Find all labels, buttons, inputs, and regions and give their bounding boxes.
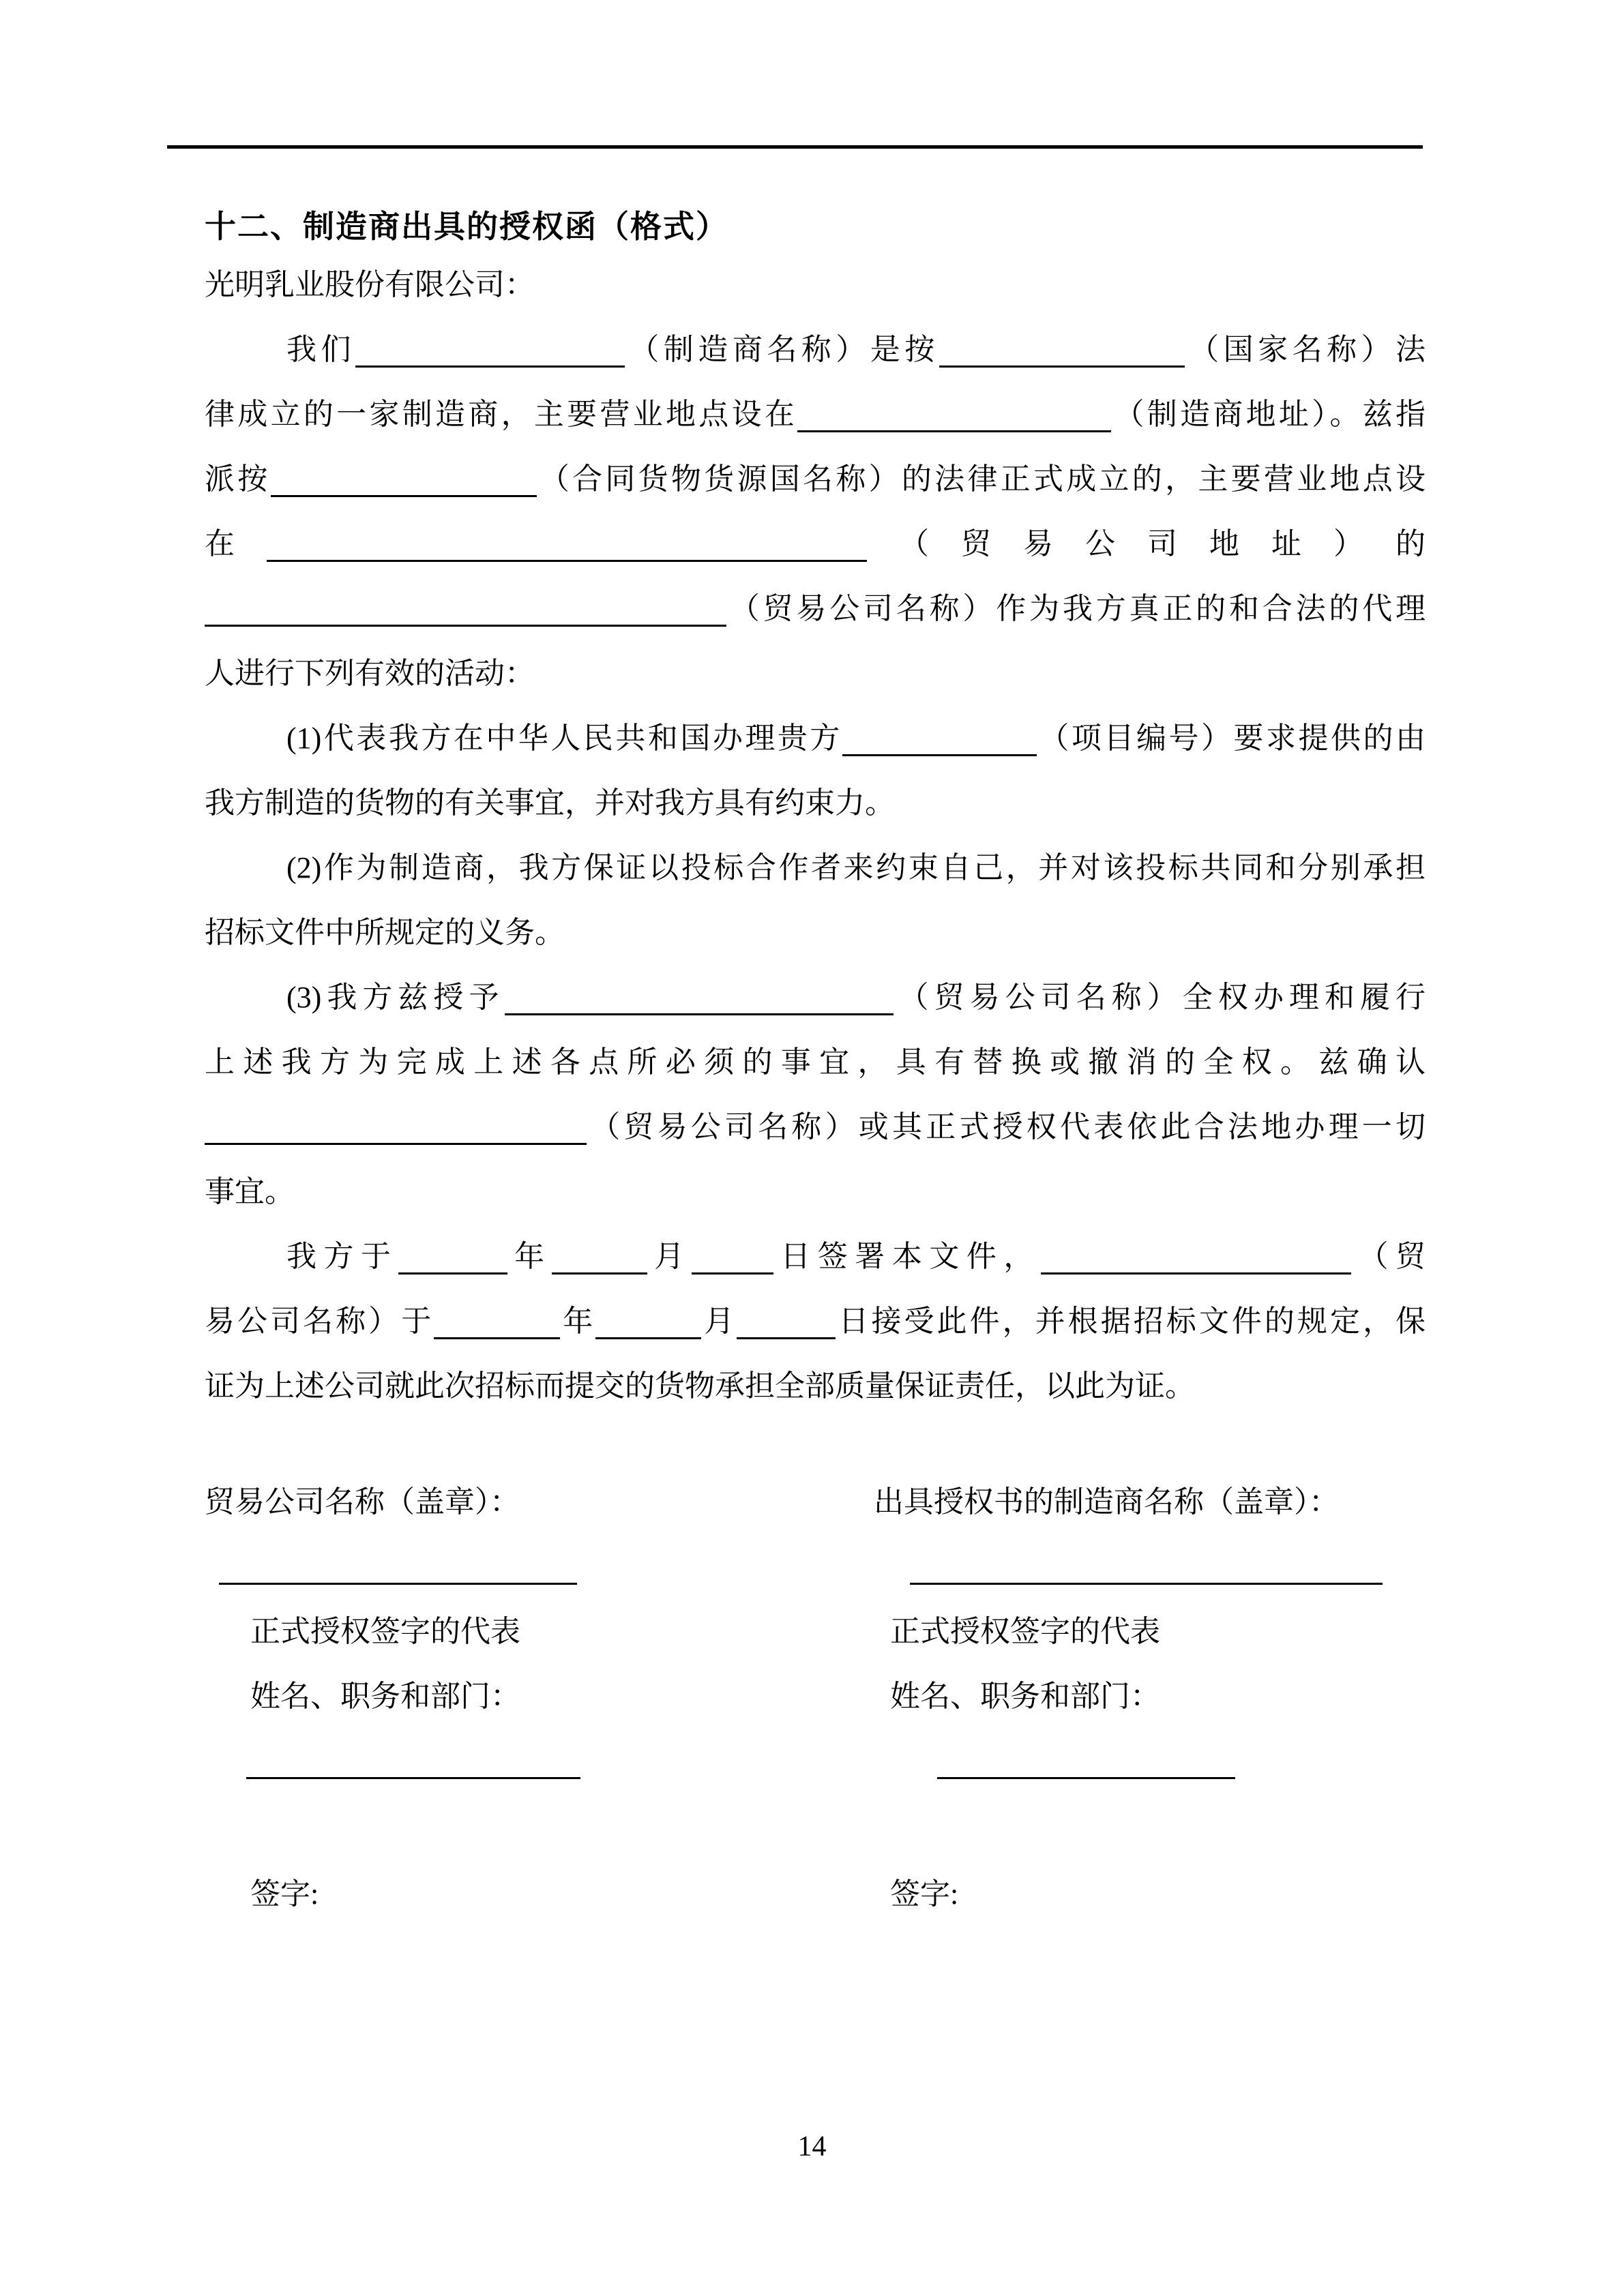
blank-field [1041, 1233, 1351, 1274]
text-run: 事宜。 [205, 1175, 295, 1208]
name-line-row [205, 1729, 1426, 1793]
blank-field [797, 391, 1111, 432]
text-run: （国家名称）法 [1184, 333, 1426, 366]
representative-label: 正式授权签字的代表 [890, 1615, 1160, 1648]
text-run: 派按 [205, 462, 271, 496]
text-run: 我们 [286, 333, 355, 366]
text-line [205, 706, 1426, 771]
authorization-body [205, 317, 1426, 1418]
text-line [205, 1159, 1426, 1224]
name-line [246, 1738, 580, 1779]
trading-company-stamp-label: 贸易公司名称（盖章）： [205, 1485, 520, 1519]
text-run: 律成立的一家制造商，主要营业地点设在 [205, 398, 798, 431]
text-line [205, 641, 1426, 706]
sign-label-row [205, 1862, 1426, 1926]
text-run: 日签署本文件， [773, 1240, 1041, 1273]
text-run: (3)我方兹授予 [286, 981, 505, 1014]
text-line [205, 576, 1426, 641]
name-title-dept-row [205, 1664, 1426, 1729]
text-line [205, 835, 1426, 900]
text-run: 月 [701, 1304, 737, 1338]
text-run: 易公司名称）于 [205, 1304, 434, 1338]
sign-label: 签字: [890, 1877, 959, 1911]
blank-field [692, 1233, 773, 1274]
text-run: 我方制造的货物的有关事宜，并对我方具有约束力。 [205, 786, 895, 820]
text-run: 日接受此件，并根据招标文件的规定，保 [836, 1304, 1426, 1338]
text-line [205, 1030, 1426, 1094]
text-run: （制造商地址）。兹指 [1111, 398, 1426, 431]
text-line [205, 317, 1426, 382]
manufacturer-stamp-label: 出具授权书的制造商名称（盖章）： [874, 1485, 1339, 1519]
blank-field [398, 1233, 507, 1274]
blank-field [552, 1233, 647, 1274]
signature-line [219, 1543, 577, 1585]
blank-field [205, 1103, 587, 1145]
header-rule [167, 145, 1423, 149]
addressee-line: 光明乳业股份有限公司： [205, 268, 535, 301]
text-line [205, 965, 1426, 1030]
blank-field [842, 715, 1037, 756]
text-run: （贸 [1350, 1240, 1426, 1273]
text-run: 月 [647, 1240, 692, 1273]
text-line [205, 1354, 1426, 1418]
text-run: 在 [205, 527, 267, 561]
sign-label: 签字: [250, 1877, 319, 1911]
page-number: 14 [797, 2131, 827, 2162]
name-title-dept-label: 姓名、职务和部门： [250, 1680, 520, 1713]
text-run: 年 [507, 1240, 552, 1273]
text-run: （贸易公司名称）或其正式授权代表依此合法地办理一切 [587, 1110, 1426, 1144]
text-run: (1)代表我方在中华人民共和国办理贵方 [286, 721, 842, 755]
blank-field [939, 326, 1185, 368]
text-line [205, 511, 1426, 576]
name-line [937, 1738, 1235, 1779]
text-line [205, 382, 1426, 447]
blank-field [271, 456, 537, 497]
blank-field [595, 1298, 701, 1339]
document-content [205, 201, 1426, 1926]
text-line [205, 1289, 1426, 1354]
representative-label-row [205, 1599, 1426, 1664]
text-run: 招标文件中所规定的义务。 [205, 916, 565, 949]
stamp-label-row [205, 1470, 1426, 1534]
section-title: 十二、制造商出具的授权函（格式） [205, 209, 728, 244]
signature-section [205, 1470, 1426, 1926]
text-run: 上述我方为完成上述各点所必须的事宜，具有替换或撤消的全权。兹确认 [205, 1045, 1426, 1079]
name-title-dept-label: 姓名、职务和部门： [890, 1680, 1160, 1713]
text-run: 年 [560, 1304, 596, 1338]
text-run: （合同货物货源国名称）的法律正式成立的，主要营业地点设 [536, 462, 1426, 496]
text-run: （贸易公司名称）全权办理和履行 [893, 981, 1426, 1014]
text-line [205, 1094, 1426, 1159]
text-line [205, 900, 1426, 965]
blank-field [434, 1298, 560, 1339]
blank-field [355, 326, 625, 368]
text-line [205, 1224, 1426, 1289]
text-line [205, 447, 1426, 511]
text-run: （制造商名称）是按 [624, 333, 939, 366]
text-run: 我方于 [286, 1240, 398, 1273]
blank-field [737, 1298, 836, 1339]
text-run: (2)作为制造商，我方保证以投标合作者来约束自己，并对该投标共同和分别承担 [286, 851, 1426, 884]
signature-line [910, 1543, 1383, 1585]
text-run: （项目编号）要求提供的由 [1036, 721, 1426, 755]
blank-field [205, 585, 726, 627]
representative-label: 正式授权签字的代表 [250, 1615, 520, 1648]
signature-line-row [205, 1534, 1426, 1599]
text-run: 证为上述公司就此次招标而提交的货物承担全部质量保证责任，以此为证。 [205, 1369, 1195, 1403]
blank-field [267, 520, 867, 562]
text-run: 人进行下列有效的活动： [205, 657, 535, 690]
text-run: （贸易公司名称）作为我方真正的和合法的代理 [726, 592, 1426, 625]
text-line [205, 771, 1426, 835]
text-run: （贸易公司地址）的 [867, 527, 1426, 561]
blank-field [505, 974, 894, 1015]
